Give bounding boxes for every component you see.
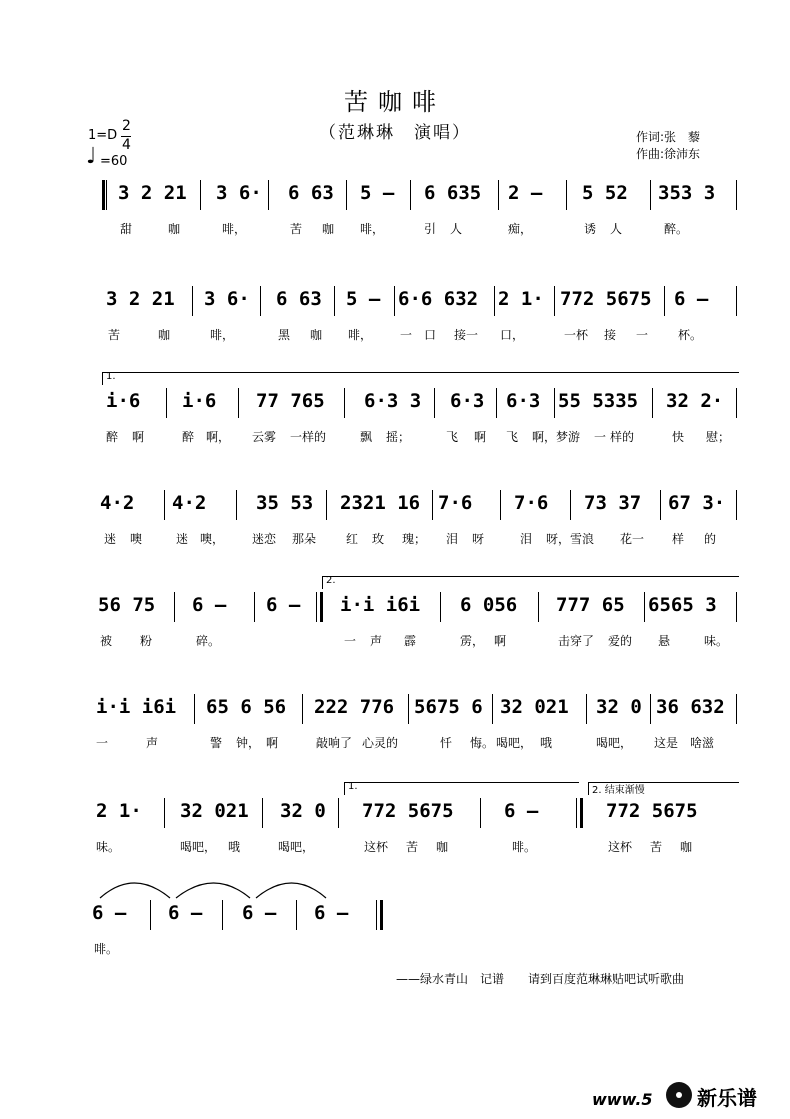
lyric: 云雾 <box>252 430 277 444</box>
measure: 777 65 <box>556 594 625 616</box>
lyric: 悔。 <box>470 736 495 750</box>
first-ending-bracket <box>344 782 579 795</box>
lyric: 忏 <box>440 736 453 750</box>
measure: 6·6 632 <box>398 288 479 310</box>
barline <box>736 490 737 520</box>
composer-credit: 作曲:徐沛东 <box>636 147 701 161</box>
barline <box>408 694 409 724</box>
barline <box>538 592 539 622</box>
barline <box>492 694 493 724</box>
measure: 7·6 <box>438 492 473 514</box>
lyric: 雳， <box>460 634 485 648</box>
lyric: 碎。 <box>196 634 221 648</box>
measure: 772 5675 <box>606 800 698 822</box>
lyric: 声 <box>370 634 383 648</box>
measure: i·i i6i <box>96 696 177 718</box>
lyric: 喝吧， <box>596 736 633 750</box>
measure: 32 0 <box>596 696 642 718</box>
barline <box>410 180 411 210</box>
lyric: 警 <box>210 736 223 750</box>
measure: 353 3 <box>658 182 716 204</box>
transcriber-note: ——绿水青山 记谱 请到百度范琳琳贴吧试听歌曲 <box>396 972 685 986</box>
barline <box>164 798 165 828</box>
second-ending-bracket <box>322 576 739 589</box>
lyric: 味。 <box>96 840 121 854</box>
second-ending-bracket <box>588 782 739 795</box>
barline <box>554 388 555 418</box>
measure: 6·3 <box>450 390 485 412</box>
measure: 35 53 <box>256 492 314 514</box>
measure: 3 6· <box>204 288 250 310</box>
measure: 6 – <box>674 288 709 310</box>
measure: 32 2· <box>666 390 724 412</box>
barline <box>660 490 661 520</box>
lyric: 啡， <box>210 328 235 342</box>
lyric: 那朵 <box>292 532 317 546</box>
lyric: 一杯 <box>564 328 589 342</box>
lyric: 雪浪 <box>570 532 595 546</box>
barline <box>394 286 395 316</box>
lyric: 一 <box>96 736 109 750</box>
lyric: 啊，梦游 <box>532 430 581 444</box>
lyric: 钟， <box>236 736 261 750</box>
measure: 4·2 <box>172 492 207 514</box>
measure: 32 0 <box>280 800 326 822</box>
lyric: 啡， <box>348 328 373 342</box>
lyric: 噢 <box>130 532 143 546</box>
key-signature: 1=D <box>88 128 118 143</box>
meter-denominator: 4 <box>122 137 131 153</box>
measure: 67 3· <box>668 492 726 514</box>
lyric: 迷 <box>176 532 189 546</box>
lyric: 咖 <box>436 840 449 854</box>
measure: i·i i6i <box>340 594 421 616</box>
barline <box>326 490 327 520</box>
measure: 6 – <box>504 800 539 822</box>
lyric: 玫 <box>372 532 385 546</box>
repeat-end-barline <box>576 798 577 828</box>
measure: 772 5675 <box>560 288 652 310</box>
lyric: 被 <box>100 634 113 648</box>
lyric: 呀， <box>546 532 571 546</box>
meter-numerator: 2 <box>122 118 131 134</box>
lyric: 苦 <box>290 222 303 236</box>
lyric: 一 <box>636 328 649 342</box>
lyric: 红 <box>346 532 359 546</box>
measure: 32 021 <box>180 800 249 822</box>
measure: 56 75 <box>98 594 156 616</box>
barline <box>736 388 737 418</box>
measure: 6 – <box>266 594 301 616</box>
barline <box>192 286 193 316</box>
lyric: 啊 <box>494 634 507 648</box>
disc-center-icon <box>676 1092 682 1098</box>
lyric: 啥滋 <box>690 736 715 750</box>
measure: 65 6 56 <box>206 696 287 718</box>
lyric: 醉。 <box>664 222 689 236</box>
barline <box>166 388 167 418</box>
lyric: 击穿了 <box>558 634 595 648</box>
barline <box>736 286 737 316</box>
lyric: 接一 <box>454 328 479 342</box>
lyric: 迷恋 <box>252 532 277 546</box>
lyric: 悬 <box>658 634 671 648</box>
barline <box>736 694 737 724</box>
measure: 772 5675 <box>362 800 454 822</box>
barline <box>434 388 435 418</box>
lyric: 咖 <box>158 328 171 342</box>
final-barline <box>376 900 377 930</box>
lyric: 样 <box>672 532 685 546</box>
lyric: 咖 <box>310 328 323 342</box>
lyric: 人 <box>610 222 623 236</box>
volta-label: 2. <box>326 575 336 586</box>
barline <box>566 180 567 210</box>
lyric: 啊 <box>132 430 145 444</box>
lyric: 啡。 <box>512 840 537 854</box>
measure: 222 776 <box>314 696 395 718</box>
lyric: 敲响了 <box>316 736 353 750</box>
measure: 6565 3 <box>648 594 717 616</box>
measure: 5 52 <box>582 182 628 204</box>
lyric: 飞 <box>506 430 519 444</box>
barline <box>736 180 737 210</box>
barline <box>268 180 269 210</box>
lyric: 慰； <box>706 430 731 444</box>
measure: i·6 <box>106 390 141 412</box>
lyric: 喝吧， <box>496 736 533 750</box>
barline <box>344 388 345 418</box>
barline <box>496 388 497 418</box>
song-subtitle: （范琳琳 演唱） <box>319 123 471 143</box>
first-ending-bracket <box>102 372 739 385</box>
measure: 2 1· <box>96 800 142 822</box>
lyric: 诱 <box>584 222 597 236</box>
volta-label: 1. <box>348 781 358 792</box>
measure: 2 – <box>508 182 543 204</box>
lyric: 苦 <box>406 840 419 854</box>
lyric: 快 <box>672 430 685 444</box>
measure: 5 – <box>360 182 395 204</box>
measure: 77 765 <box>256 390 325 412</box>
barline <box>150 900 151 930</box>
lyric: 哦 <box>228 840 241 854</box>
barline <box>194 694 195 724</box>
lyric: 口 <box>424 328 437 342</box>
measure: 6 63 <box>288 182 334 204</box>
measure: 3 2 21 <box>118 182 187 204</box>
song-title: 苦咖啡 <box>344 88 446 116</box>
lyric: 甜 <box>120 222 133 236</box>
measure: 5675 6 <box>414 696 483 718</box>
measure: 6 – <box>314 902 349 924</box>
repeat-end-barline <box>580 798 583 828</box>
lyric: 啊 <box>266 736 279 750</box>
barline <box>346 180 347 210</box>
lyric: 的 <box>704 532 717 546</box>
final-barline <box>380 900 383 930</box>
lyric: 爱的 <box>608 634 633 648</box>
measure: 73 37 <box>584 492 642 514</box>
lyric: 咖 <box>168 222 181 236</box>
lyric: 味。 <box>704 634 729 648</box>
lyric: 这杯 <box>364 840 389 854</box>
measure: 6 635 <box>424 182 482 204</box>
measure: 5 – <box>346 288 381 310</box>
barline <box>586 694 587 724</box>
barline <box>650 694 651 724</box>
lyric: 心灵的 <box>362 736 399 750</box>
barline <box>480 798 481 828</box>
measure: 55 5335 <box>558 390 639 412</box>
lyric: 哦 <box>540 736 553 750</box>
watermark-url: www.5 <box>592 1090 653 1109</box>
measure: 2321 16 <box>340 492 421 514</box>
lyric: 这是 <box>654 736 679 750</box>
lyric: 杯。 <box>678 328 703 342</box>
barline <box>200 180 201 210</box>
lyric: 声 <box>146 736 159 750</box>
measure: 6 – <box>192 594 227 616</box>
measure: 6 – <box>168 902 203 924</box>
lyric: 痴， <box>508 222 533 236</box>
lyric: 泪 <box>520 532 533 546</box>
barline <box>494 286 495 316</box>
measure: 6·3 <box>506 390 541 412</box>
lyric: 醉 <box>106 430 119 444</box>
barline <box>498 180 499 210</box>
barline <box>652 388 653 418</box>
barline <box>338 798 339 828</box>
barline <box>554 286 555 316</box>
lyric: 苦 <box>108 328 121 342</box>
tempo-marking: =60 <box>100 154 128 169</box>
measure: 6 – <box>92 902 127 924</box>
lyric: 苦 <box>650 840 663 854</box>
volta-label: 1. <box>106 371 116 382</box>
barline <box>262 798 263 828</box>
lyric: 啡， <box>360 222 385 236</box>
quarter-note-icon: ♩ <box>86 144 97 169</box>
lyric: 粉 <box>140 634 153 648</box>
barline <box>650 180 651 210</box>
lyric: 啊， <box>206 430 231 444</box>
barline <box>664 286 665 316</box>
lyric: 噢， <box>200 532 225 546</box>
barline <box>254 592 255 622</box>
barline <box>238 388 239 418</box>
lyric: 瑰； <box>402 532 427 546</box>
barline <box>236 490 237 520</box>
repeat-end-barline <box>320 592 323 622</box>
volta-label: 2. 结束渐慢 <box>592 785 645 796</box>
barline <box>302 694 303 724</box>
lyric: 一 <box>400 328 413 342</box>
measure: 4·2 <box>100 492 135 514</box>
lyric: 醉 <box>182 430 195 444</box>
barline <box>736 592 737 622</box>
lyric: 呀 <box>472 532 485 546</box>
measure: 6·3 3 <box>364 390 422 412</box>
measure: 7·6 <box>514 492 549 514</box>
lyric: 咖 <box>322 222 335 236</box>
measure: 32 021 <box>500 696 569 718</box>
lyric: 一 <box>344 634 357 648</box>
barline <box>440 592 441 622</box>
barline <box>296 900 297 930</box>
lyric: 样的 <box>610 430 635 444</box>
barline <box>260 286 261 316</box>
site-logo: 新乐谱 <box>697 1086 757 1110</box>
lyric: 接 <box>604 328 617 342</box>
measure: 3 6· <box>216 182 262 204</box>
lyric: 摇； <box>386 430 411 444</box>
lyric: 人 <box>450 222 463 236</box>
lyric: 霹 <box>404 634 417 648</box>
lyric: 飞 <box>446 430 459 444</box>
barline <box>174 592 175 622</box>
lyric: 一 <box>594 430 607 444</box>
lyric: 喝吧， <box>278 840 315 854</box>
lyric: 喝吧， <box>180 840 217 854</box>
lyric: 迷 <box>104 532 117 546</box>
measure: i·6 <box>182 390 217 412</box>
measure: 3 2 21 <box>106 288 175 310</box>
lyric: 啡， <box>222 222 247 236</box>
measure: 36 632 <box>656 696 725 718</box>
barline <box>644 592 645 622</box>
lyric: 这杯 <box>608 840 633 854</box>
repeat-end-barline <box>316 592 317 622</box>
barline <box>432 490 433 520</box>
lyric: 口， <box>500 328 525 342</box>
lyric: 泪 <box>446 532 459 546</box>
measure: 6 – <box>242 902 277 924</box>
barline <box>500 490 501 520</box>
lyric: 一样的 <box>290 430 327 444</box>
lyric: 咖 <box>680 840 693 854</box>
measure: 2 1· <box>498 288 544 310</box>
lyric: 花一 <box>620 532 645 546</box>
lyricist-credit: 作词:张 藜 <box>636 130 701 144</box>
lyric: 啡。 <box>94 942 119 956</box>
barline <box>164 490 165 520</box>
lyric: 引 <box>424 222 437 236</box>
measure: 6 056 <box>460 594 518 616</box>
barline <box>334 286 335 316</box>
barline <box>222 900 223 930</box>
barline <box>570 490 571 520</box>
lyric: 飘 <box>360 430 373 444</box>
measure: 6 63 <box>276 288 322 310</box>
lyric: 啊 <box>474 430 487 444</box>
lyric: 黑 <box>278 328 291 342</box>
